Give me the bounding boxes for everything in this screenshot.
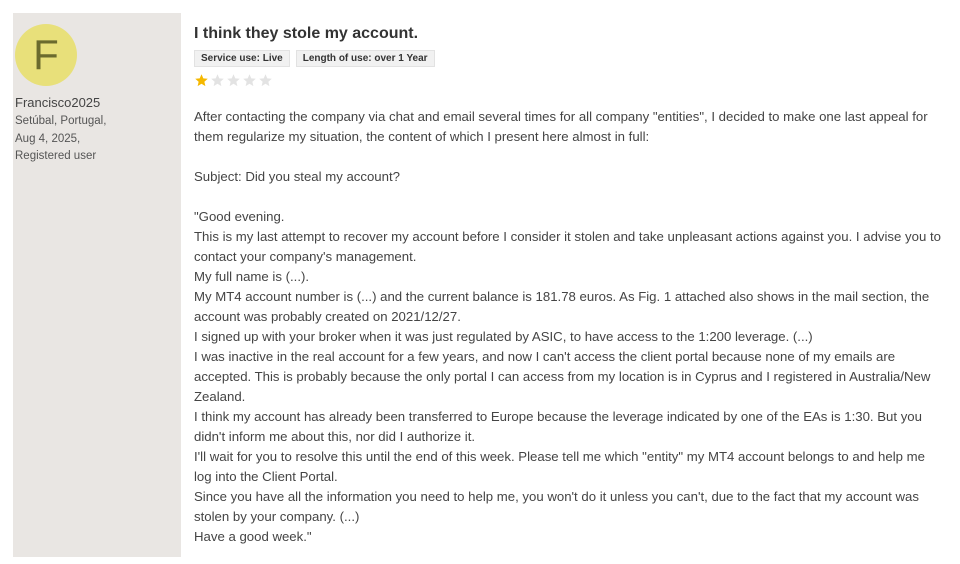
paragraph-spacer	[194, 187, 946, 207]
review-date: Aug 4, 2025,	[15, 132, 81, 145]
review-paragraph: This is my last attempt to recover my account before I consider it stolen and take unpleasant actions against you. I advise you to contact your company's management.	[194, 229, 941, 264]
reviewer-name[interactable]: Francisco2025	[15, 95, 101, 110]
reviewer-meta	[15, 113, 106, 166]
star-empty-icon	[210, 73, 225, 87]
review-paragraph: "Good evening.	[194, 209, 285, 224]
review-paragraph: Have a good week."	[194, 529, 312, 544]
review-paragraph: Since you have all the information you need to help me, you won't do it unless you can't, due to the fact that my account was stolen by your company. (...)	[194, 489, 919, 524]
star-empty-icon	[242, 73, 257, 87]
star-empty-icon	[226, 73, 241, 87]
service-use-badge: Service use: Live	[194, 50, 290, 67]
review-paragraph: I signed up with your broker when it was just regulated by ASIC, to have access to the 1:200 leverage. (...)	[194, 329, 813, 344]
reviewer-status: Registered user	[15, 150, 97, 162]
review-paragraph: My full name is (...).	[194, 269, 310, 284]
review-paragraph: My MT4 account number is (...) and the current balance is 181.78 euros. As Fig. 1 attached also shows in the mail section, the account was probably created on 2021/12/27.	[194, 289, 930, 324]
review-body	[194, 107, 946, 547]
review-badges	[194, 50, 946, 67]
review-content	[194, 24, 946, 547]
review-title: I think they stole my account.	[194, 25, 419, 42]
reviewer-location: Setúbal, Portugal,	[15, 115, 107, 127]
review-paragraph: I think my account has already been transferred to Europe because the leverage indicated by one of the EAs is 1:30. But you didn't inform me about this, nor did I authorize it.	[194, 409, 922, 444]
review-paragraph: I'll wait for you to resolve this until the end of this week. Please tell me which "entity" my MT4 account belongs to and help me log into the Client Portal.	[194, 449, 925, 484]
star-empty-icon	[258, 73, 273, 87]
review-paragraph: Subject: Did you steal my account?	[194, 169, 400, 184]
review-paragraph: After contacting the company via chat and email several times for all company "entities", I decided to make one last appeal for them regularize my situation, the content of which I present here almost in full:	[194, 109, 928, 144]
star-filled-icon	[194, 73, 209, 87]
paragraph-spacer	[194, 147, 946, 167]
review-paragraph: I was inactive in the real account for a few years, and now I can't access the client portal because none of my emails are accepted. This is probably because the only portal I can access from my location is in Cyprus and I registered in Australia/New Zealand.	[194, 349, 931, 404]
star-rating	[194, 73, 946, 87]
avatar: F	[15, 24, 77, 86]
length-of-use-badge: Length of use: over 1 Year	[296, 50, 435, 67]
reviewer-sidebar	[13, 13, 181, 557]
